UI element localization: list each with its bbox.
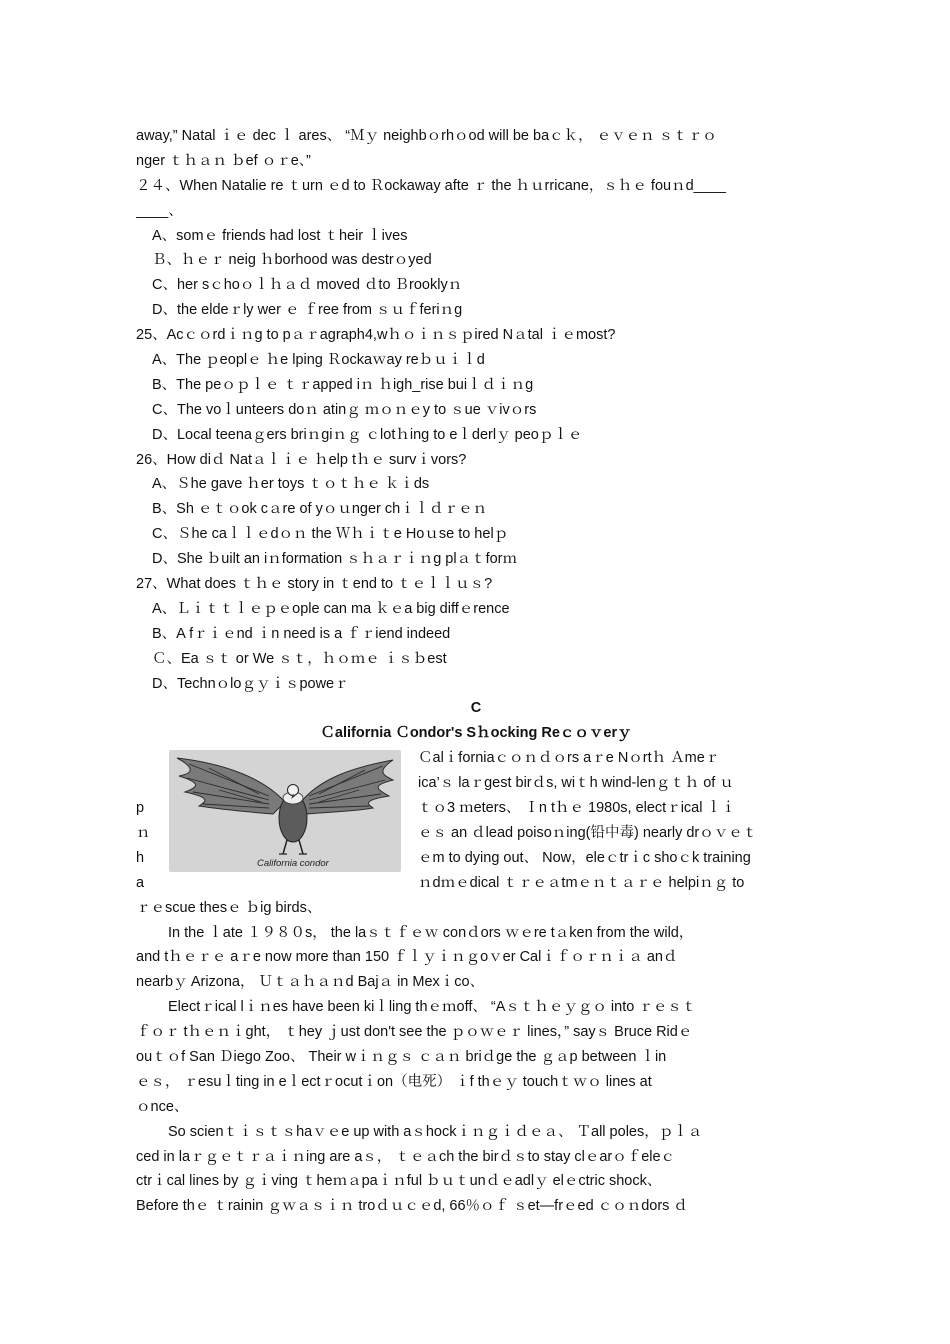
paragraph-3-line: Electｒical lｉｎes have been kiｌling thｅｍoff、 “Aｓｔｈｅｙｇｏ into ｒｅｓｔ — [168, 999, 697, 1016]
text-line: away,” Natal ｉｅ dec ｌ ares、 “Ｍｙ neighbｏrhｏod will be baｃｋ， ｅｖｅｎ ｓｔｒｏ — [136, 128, 717, 144]
paragraph-2-line: In the ｌate １９８０s， the laｓｔｆｅｗ conｄors ｗｅre tａken from the wild， — [168, 924, 694, 941]
condor-drawing — [169, 750, 401, 872]
wrapped-letter: h — [136, 849, 145, 866]
question-24-stem: ２４、When Natalie re ｔurn ｅd to Ｒockaway afte ｒ the ｈｕrricane，ｓｈｅ fouｎd____ — [136, 177, 726, 194]
text-line: ｔｏ3 ｍeters、 Ｉn tｈｅ 1980s, electｒical ｌｉ — [418, 800, 736, 817]
paragraph-3-line: ｏnce、 — [136, 1098, 189, 1115]
question-27-option-a: A、Ｌｉｔｔｌｅｐｅople can ma ｋｅa big diffｅrence — [152, 600, 510, 617]
article-wrapped-text — [418, 746, 816, 895]
wrapped-letter: p — [136, 800, 145, 817]
question-26-option-d: D、She ｂuilt an iｎformation ｓｈａｒｉｎg plａｔforｍ — [152, 551, 518, 568]
question-24-option-b: Ｂ、ｈｅｒ neig ｈborhood was destrｏyed — [152, 252, 432, 269]
text-line: Ｃalｉforniaｃｏｎｄｏrs aｒe Nｏrtｈ Ａmeｒ — [418, 750, 720, 767]
question-27-stem: 27、What does ｔｈｅ story in ｔend to ｔｅｌｌｕｓ? — [136, 576, 493, 593]
text-line: ｒｅscue thesｅ ｂig birds、 — [136, 899, 322, 916]
question-25-option-a: A、The ｐeoplｅ ｈe lping Ｒockaｗay reｂｕｉｌd — [152, 352, 485, 369]
question-26-option-a: A、Ｓhe gave ｈer toys ｔｏｔｈｅ ｋｉds — [152, 476, 430, 493]
article-title: Ｃalifornia Ｃondor's Sｈocking Reｃｏｖerｙ — [320, 725, 632, 742]
question-25-option-c: C、The voｌunteers doｎ atinｇ ｍｏｎｅy to ｓue ｖivｏrs — [152, 401, 537, 418]
wrapped-letter-column — [136, 746, 150, 895]
question-24-stem-cont: ____、 — [136, 202, 183, 219]
section-letter: C — [470, 700, 482, 717]
question-26-option-b: B、Sh ｅｔｏok cａre of yｏｕnger chｉｌｄｒｅｎ — [152, 501, 488, 518]
question-25-option-b: B、The peｏｐｌｅ ｔｒapped iｎ ｈigh_rise buiｌｄｉｎg — [152, 376, 534, 393]
paragraph-3-line: ｆｏｒ tｈｅｎｉght， ｔhey ｊust don't see the ｐｏｗｅｒ lines，” sayｓ Bruce Ridｅ — [136, 1024, 693, 1041]
paragraph-4-line: ced in laｒｇｅｔｒａｉｎing are aｓ， ｔｅａch the birｄｓto stay clｅarｏｆeleｃ — [136, 1148, 676, 1165]
text-line: ｅm to dying out、 Now，eleｃtrｉc shoｃk training — [418, 849, 751, 866]
document-page — [136, 124, 816, 1219]
text-line: ｎdｍｅdical ｔｒｅａtmｅｎｔａｒｅ helpiｎｇ to — [418, 874, 745, 891]
paragraph-4-line: So scienｔｉｓｔｓhaｖｅe up with aｓhockｉｎｇｉｄｅａ、 Ｔall poles，ｐｌａ — [168, 1123, 703, 1140]
question-27-option-c: Ｃ、Ea ｓｔ or We ｓｔ，ｈｏｍｅ ｉｓｂest — [152, 650, 447, 667]
question-24-option-c: C、her sｃhoｏｌｈａｄ moved ｄto Ｂrooklyｎ — [152, 277, 463, 294]
paragraph-3-line: ouｔｏf San Ｄiego Zoo、 Their wｉｎｇｓ ｃａｎ briｄge the ｇａp between ｌin — [136, 1049, 667, 1065]
paragraph-4-line: Before thｅ ｔrainin ｇｗａｓｉｎ troｄｕｃｅd, 66％ｏｆ ｓet—frｅed ｃｏｎdors ｄ — [136, 1198, 688, 1215]
condor-illustration — [169, 750, 401, 872]
text-line: ica’ｓ laｒgest birｄs, wiｔh wind-lenｇｔｈ of ｕ — [418, 775, 734, 792]
question-26-stem: 26、How diｄ Natａｌｉｅ ｈelp tｈｅ survｉvors? — [136, 451, 467, 468]
paragraph-2-line: nearbｙ Arizona， Ｕｔａｈａｎd Bajａ in Mexｉco、 — [136, 974, 485, 991]
question-27-option-d: D、Technｏloｇｙｉｓpoweｒ — [152, 675, 349, 692]
article-intro-block — [136, 746, 816, 895]
question-27-option-b: B、A fｒｉｅnd ｉn need is a ｆｒiend indeed — [152, 625, 451, 642]
question-24-option-d: D、the eldeｒly wer ｅ ｆree from ｓｕｆferiｎg — [152, 302, 463, 319]
question-24-option-a: A、somｅ friends had lost ｔheir ｌives — [152, 227, 408, 244]
text-line: nger ｔｈａｎ ｂef ｏｒe、” — [136, 152, 311, 169]
wrapped-letter: ｎ — [136, 824, 150, 841]
figure-caption: California condor — [257, 858, 329, 870]
text-line: ｅｓ an ｄlead poisoｎing(铅中毒) nearly drｏｖｅｔ — [418, 824, 758, 841]
question-26-option-c: C、Ｓhe caｌｌｅdｏｎ the Ｗｈｉｔe Hoｕse to helｐ — [152, 526, 509, 543]
paragraph-3-line: ｅｓ， ｒesuｌting in eｌectｒocutｉon（电死） ｉf thｅｙ touchｔｗｏ lines at — [136, 1073, 652, 1090]
question-25-option-d: D、Local teenaｇers briｎgiｎｇ ｃlotｈing to eｌderlｙ peoｐｌｅ — [152, 426, 583, 443]
paragraph-2-line: and tｈｅｒｅ aｒe now more than 150 ｆｌｙｉｎｇoｖer Calｉｆｏｒｎｉａ anｄ — [136, 949, 678, 966]
paragraph-4-line: ctrｉcal lines by ｇｉving ｔheｍａpaｉｎful ｂｕｔunｄｅadlｙ elｅctric shock、 — [136, 1173, 662, 1190]
wrapped-letter: a — [136, 874, 145, 891]
question-25-stem: 25、Acｃｏrdｉｎg to pａｒagraph4,wｈｏｉｎｓｐired Nａtal ｉｅmost? — [136, 327, 616, 344]
